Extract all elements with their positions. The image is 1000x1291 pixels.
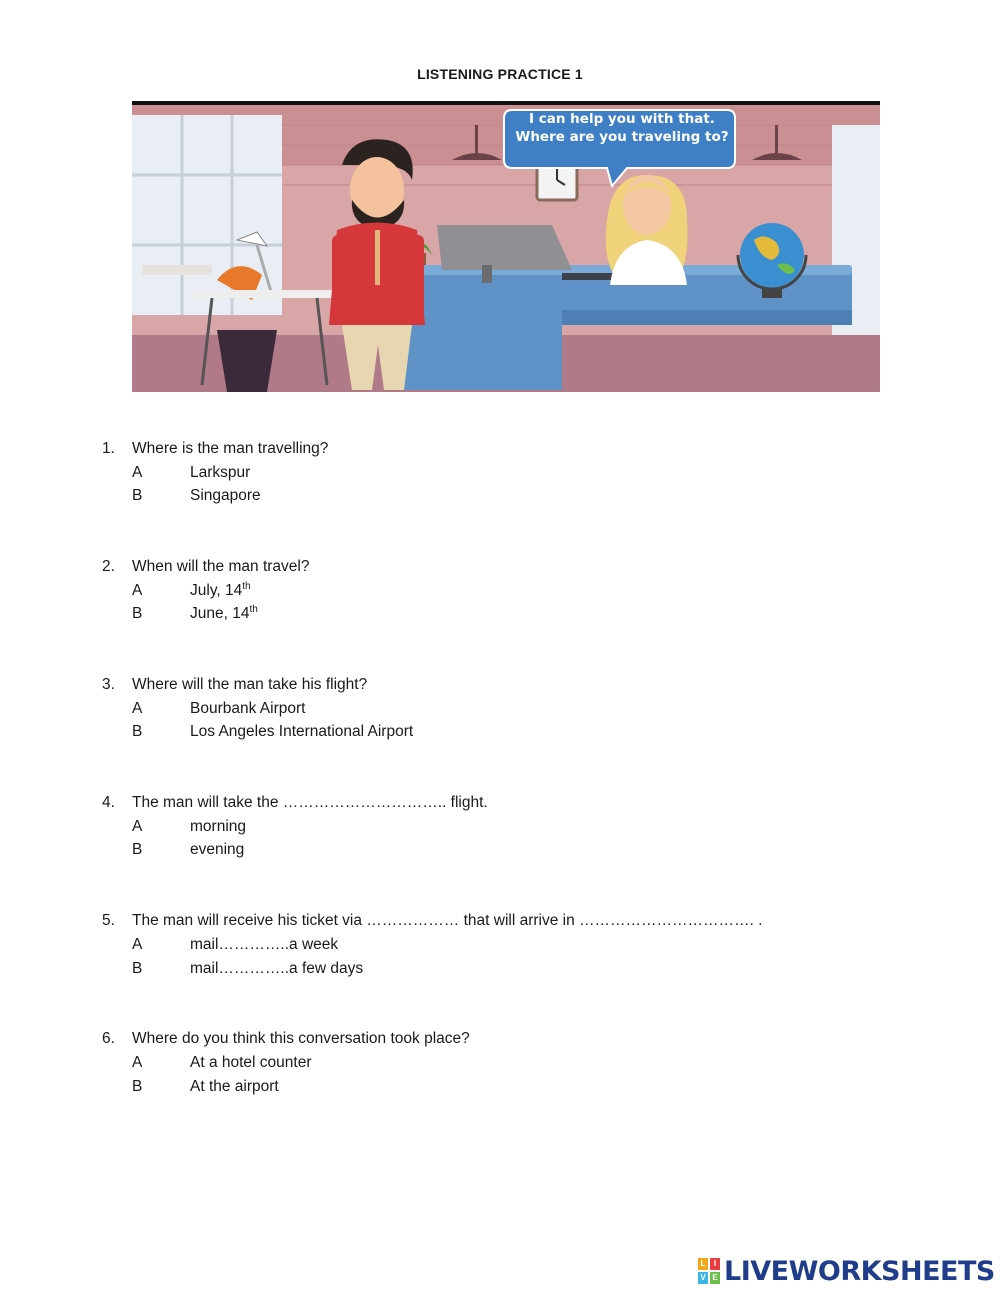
logo-block: I bbox=[710, 1258, 720, 1270]
option-letter: B bbox=[132, 605, 143, 622]
question-number: 6. bbox=[102, 1030, 115, 1047]
option-letter: B bbox=[132, 960, 143, 977]
illustration-office-scene bbox=[132, 101, 880, 392]
option-text: Los Angeles International Airport bbox=[190, 723, 414, 740]
option-letter: A bbox=[132, 818, 143, 835]
option-letter: B bbox=[132, 723, 143, 740]
question-number: 1. bbox=[102, 440, 115, 457]
option-letter: B bbox=[132, 1078, 143, 1095]
logo-block: L bbox=[698, 1258, 708, 1270]
option-text: Larkspur bbox=[190, 464, 251, 481]
option-text bbox=[190, 582, 251, 600]
option-letter: B bbox=[132, 841, 143, 858]
option-text: mail…………..a few days bbox=[190, 960, 364, 977]
option-text: mail…………..a week bbox=[190, 936, 339, 953]
option-letter: A bbox=[132, 1054, 143, 1071]
question-text: Where is the man travelling? bbox=[132, 440, 329, 457]
option-text: evening bbox=[190, 841, 245, 858]
liveworksheets-logo[interactable] bbox=[698, 1256, 995, 1286]
logo-blocks-icon bbox=[698, 1258, 720, 1284]
option-text bbox=[190, 605, 258, 623]
question-number: 2. bbox=[102, 558, 115, 575]
page-title: LISTENING PRACTICE 1 bbox=[417, 66, 583, 82]
logo-text: LIVEWORKSHEETS bbox=[724, 1255, 995, 1287]
question-text: The man will receive his ticket via ……………… that will arrive in ……………………………. . bbox=[132, 912, 763, 929]
option-text: At a hotel counter bbox=[190, 1054, 312, 1071]
option-date: June, 14 bbox=[190, 605, 250, 622]
option-text: Singapore bbox=[190, 487, 261, 504]
question-text: When will the man travel? bbox=[132, 558, 310, 575]
option-letter: A bbox=[132, 582, 143, 599]
question-number: 5. bbox=[102, 912, 115, 929]
option-letter: A bbox=[132, 464, 143, 481]
option-letter: B bbox=[132, 487, 143, 504]
speech-bubble-text: I can help you with that. Where are you traveling to? bbox=[515, 111, 729, 145]
ordinal-suffix: th bbox=[242, 581, 251, 592]
option-letter: A bbox=[132, 700, 143, 717]
option-text: At the airport bbox=[190, 1078, 279, 1095]
option-date: July, 14 bbox=[190, 582, 243, 599]
option-text: morning bbox=[190, 818, 246, 835]
logo-block: V bbox=[698, 1272, 708, 1284]
option-letter: A bbox=[132, 936, 143, 953]
question-number: 4. bbox=[102, 794, 115, 811]
question-text: Where do you think this conversation took place? bbox=[132, 1030, 470, 1047]
question-text: The man will take the ………………………….. flight. bbox=[132, 794, 488, 811]
question-number: 3. bbox=[102, 676, 115, 693]
ordinal-suffix: th bbox=[249, 604, 258, 615]
question-text: Where will the man take his flight? bbox=[132, 676, 368, 693]
logo-block: E bbox=[710, 1272, 720, 1284]
option-text: Bourbank Airport bbox=[190, 700, 306, 717]
